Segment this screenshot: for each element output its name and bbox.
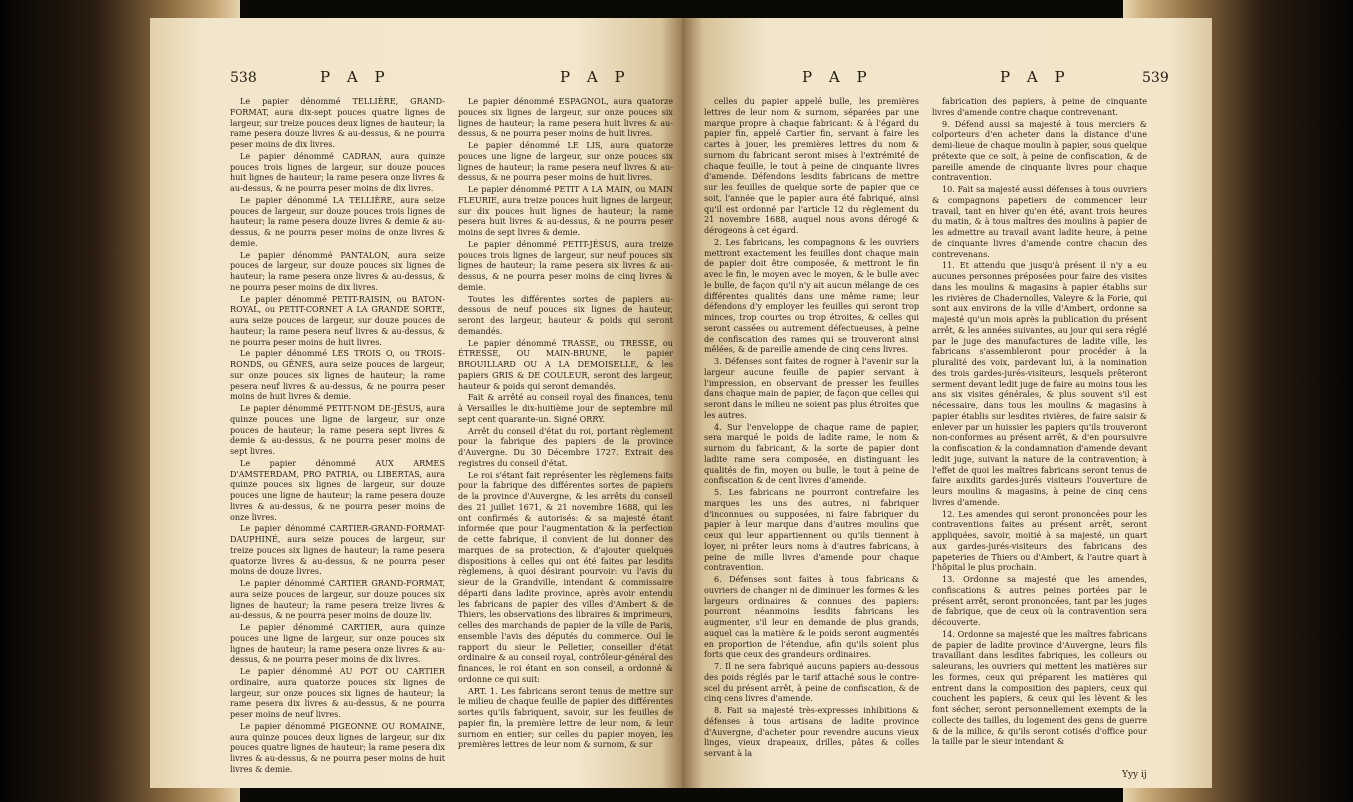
paragraph: Le papier dénommé CARTIER-GRAND-FORMAT-DAUPHINÉ, aura seize pouces de largeur, sur treize pouces six lignes de hauteur; la rame pesera quatorze livres & au-dessus, & ne pourra peser moins de douze livres. — [230, 523, 445, 577]
text-column-left — [704, 96, 919, 760]
paragraph: 12. Les amendes qui seront prononcées pour les contraventions faites au présent arrêt, seront appliquées, savoir, moitié à sa majesté, un quart aux gardes-jurés-visiteurs des fabricans des papeteries de Thiers ou d'Ambert, & l'autre quart à l'hôpital le plus prochain. — [932, 508, 1147, 573]
paragraph: 13. Ordonne sa majesté que les amendes, confiscations & autres peines portées par le présent arrêt, seront prononcées, tant par les juges de fabrique, que de ceux où la contravention sera découverte. — [932, 574, 1147, 627]
running-header: P A P — [802, 68, 873, 86]
text-column-right — [932, 96, 1147, 748]
paragraph: 6. Défenses sont faites à tous fabricans & ouvriers de changer ni de diminuer les formes & les largeurs ordinaires & connues des papiers: pourront néanmoins lesdits fabricans les augmenter, s'il leur en demande de plus grands, auquel cas la matière & le poids seront augmentés en proportion de l'étendue, afin qu'ils soient plus forts que ceux des grandeurs ordinaires. — [704, 574, 919, 660]
paragraph: Le papier dénommé TELLIÈRE, GRAND-FORMAT, aura dix-sept pouces quatre lignes de largeur, sur treize pouces deux lignes de hauteur; la rame pesera douze livres & au-dessus, & ne pourra peser moins de dix livres. — [230, 96, 445, 149]
paragraph: 8. Fait sa majesté très-expresses inhibitions & défenses à tous artisans de ladite province d'Auvergne, d'acheter pour revendre aucuns vieux linges, vieux drapeaux, drilles, pâtes & colles servant à la — [704, 705, 919, 758]
running-header: P A P — [560, 68, 631, 86]
paragraph: 2. Les fabricans, les compagnons & les ouvriers mettront exactement les feuilles dont chaque main de papier doit être composée, & mettront le fin avec le fin, le moyen avec le moyen, & le bulle avec le bulle, de façon qu'il n'y ait aucun mélange de ces différentes qualités dans une même rame; leur défendons d'y employer les feuilles qui seront trop minces, trop courtes ou trop étroites, & celles qui seront cassées ou autrement défectueuses, à peine de confiscation des rames qui se trouveront ainsi mêlées, & de pareille amende de cinq cens livres. — [704, 236, 919, 355]
paragraph: Le papier dénommé LES TROIS O, ou TROIS-RONDS, ou GÊNES, aura seize pouces de largeur, sur onze pouces six lignes de hauteur; la rame pesera neuf livres & au-dessus, & ne pourra peser moins de huit livres & demie. — [230, 348, 445, 402]
text-column-left — [230, 96, 445, 776]
paragraph: Le papier dénommé PETIT-RAISIN, ou BATON-ROYAL, ou PETIT-CORNET A LA GRANDE SORTE, aura seize pouces de largeur, sur douze pouces de hauteur; la rame pesera neuf livres & au-dessus, & ne pourra peser moins de huit livres. — [230, 293, 445, 347]
paragraph: Arrêt du conseil d'état du roi, portant règlement pour la fabrique des papiers de la province d'Auvergne. Du 30 Décembre 1727. Extrait des registres du conseil d'état. — [458, 425, 673, 468]
paragraph: ART. 1. Les fabricans seront tenus de mettre sur le milieu de chaque feuille de papier des différentes sortes qu'ils fabriquent, savoir, sur les feuilles de papier fin, la première lettre de leur nom, & leur surnom en entier; sur celles du papier moyen, les premières lettres de leur nom & surnom, & sur — [458, 685, 673, 750]
paragraph: 4. Sur l'enveloppe de chaque rame de papier, sera marqué le poids de ladite rame, le nom & surnom du fabricant, & la sorte de papier dont ladite rame sera composée, en distinguant les qualités de fin, moyen ou bulle, le tout à peine de confiscation & de cent livres d'amende. — [704, 421, 919, 486]
paragraph: Le papier dénommé PETIT-NOM DE-JÉSUS, aura quinze pouces une ligne de largeur, sur onze pouces de hauteur; la rame pesera sept livres & demie & au-dessus, & ne pourra peser moins de sept livres. — [230, 403, 445, 456]
paragraph: Le papier dénommé PETIT A LA MAIN, ou MAIN FLEURIE, aura treize pouces huit lignes de largeur, sur dix pouces huit lignes de hauteur; la rame pesera huit livres & au-dessus, & ne pourra peser moins de sept livres & demie. — [458, 184, 673, 237]
paragraph: Toutes les différentes sortes de papiers au-dessous de neuf pouces six lignes de hauteur, seront des largeur, hauteur & poids qui seront demandés. — [458, 293, 673, 336]
paragraph: Le papier dénommé ESPAGNOL, aura quatorze pouces six lignes de largeur, sur onze pouces six lignes de hauteur; la rame pesera huit livres & au-dessus, & ne pourra peser moins de huit livres. — [458, 96, 673, 139]
paragraph: fabrication des papiers, à peine de cinquante livres d'amende contre chaque contrevenant. — [932, 96, 1147, 117]
paragraph: Le papier dénommé AUX ARMES D'AMSTERDAM, PRO PATRIA, ou LIBERTAS, aura quinze pouces six lignes de largeur, sur douze pouces une ligne de hauteur; la rame pesera douze livres & au-dessus, & ne pourra peser moins de onze livres. — [230, 457, 445, 522]
paragraph: Le papier dénommé PETIT-JÉSUS, aura treize pouces trois lignes de largeur, sur neuf pouces six lignes de hauteur; la rame pesera six livres & au-dessus, & ne pourra peser moins de cinq livres & demie. — [458, 238, 673, 292]
right-page — [682, 18, 1212, 788]
paragraph: Le papier dénommé CARTIER, aura quinze pouces une ligne de largeur, sur onze pouces six lignes de hauteur; la rame pesera onze livres & au-dessus, & ne pourra peser moins de dix livres. — [230, 622, 445, 665]
paragraph: 11. Et attendu que jusqu'à présent il n'y a eu aucunes personnes préposées pour faire des visites dans les moulins & magasins à papier établis sur les rivières de Chadernolles, Valeyre & la Forie, qui sont aux environs de la ville d'Ambert, ordonne sa majesté qu'un mois après la publication du présent arrêt, & les années suivantes, au jour qui sera réglé par le juge des manufactures de ladite ville, les fabricans s'assembleront pour procéder à la pluralité des voix, pardevant lui, à la nomination des trois gardes-jurés-visiteurs, lesquels prêteront serment devant ledit juge de faire au moins tous les ans six visites générales, & plus souvent s'il est nécessaire, dans tous les moulins & magasins à papier établis sur lesdites rivières, de faire saisir & enlever par un huissier les papiers qu'ils trouveront non-conformes au présent arrêt, & d'en poursuivre la confiscation & la condamnation d'amende devant ledit juge, suivant la nature de la contravention; à l'effet de quoi les maîtres fabricans seront tenus de faire auxdits gardes-jurés visiteurs l'ouverture de leurs moulins & magasins, à peine de cinq cens livres d'amende. — [932, 260, 1147, 507]
paragraph: Le papier dénommé TRASSE, ou TRESSE, ou ÉTRESSE, OU MAIN-BRUNE, le papier BROUILLARD OU A LA DEMOISELLE, & les papiers GRIS & DE COULEUR, seront des largeur, hauteur & poids qui seront demandés. — [458, 337, 673, 391]
paragraph: 9. Défend aussi sa majesté à tous merciers & colporteurs d'en acheter dans la distance d'une demi-lieue de chaque moulin à papier, sous quelque prétexte que ce soit, à peine de confiscation, & de pareille amende de cinquante livres pour chaque contravention. — [932, 118, 1147, 183]
paragraph: Le papier dénommé CARTIER GRAND-FORMAT, aura seize pouces de largeur, sur douze pouces six lignes de hauteur; la rame pesera treize livres & au-dessus, & ne pourra peser moins de douze liv. — [230, 578, 445, 621]
paragraph: celles du papier appelé bulle, les premières lettres de leur nom & surnom, séparées par une marque propre à chaque fabricant: & à l'égard du papier fin, appelé Cartier fin, servant à faire les cartes à jouer, les premières lettres du nom & surnom du fabricant seront mises à l'extrémité de chaque feuille, le tout à peine de cinquante livres d'amende. Défendons lesdits fabricans de mettre sur les feuilles de quelque sorte de papier que ce soit, l'année que le papier aura été fabriqué, ainsi qu'il est ordonné par l'article 12 du règlement du 21 novembre 1688, auquel nous avons dérogé & dérogeons à cet égard. — [704, 96, 919, 235]
paragraph: 5. Les fabricans ne pourront contrefaire les marques les uns des autres, ni fabriquer d'inconnues ou supposées, ni faire fabriquer du papier à leur marque dans d'autres moulins que ceux qui leur appartiennent ou qu'ils tiennent à loyer, ni prêter leurs noms à d'autres fabricans, à peine de mille livres d'amende pour chaque contravention. — [704, 487, 919, 573]
page-number: 539 — [1142, 70, 1169, 86]
page-number: 538 — [230, 70, 257, 86]
paragraph: 7. Il ne sera fabriqué aucuns papiers au-dessous des poids réglés par le tarif attaché sous le contre-scel du présent arrêt, à peine de confiscation, & de cinq cens livres d'amende. — [704, 661, 919, 704]
paragraph: Le papier dénommé LE LIS, aura quatorze pouces une ligne de largeur, sur onze pouces six lignes de hauteur; la rame pesera neuf livres & au-dessus, & ne pourra peser moins de huit livres. — [458, 140, 673, 183]
paragraph: Le papier dénommé PIGEONNE OU ROMAINE, aura quinze pouces deux lignes de largeur, sur dix pouces quatre lignes de hauteur; la rame pesera dix livres & au-dessus, & ne pourra peser moins de huit livres & demie. — [230, 720, 445, 774]
left-page — [150, 18, 682, 788]
paragraph: 14. Ordonne sa majesté que les maîtres fabricans de papier de ladite province d'Auvergne, leurs fils travaillant dans lesdites fabriques, les colleurs ou saleurans, les ouvriers qui mettent les matières sur les formes, ceux qui préparent les matières qui entrent dans la composition des papiers, ceux qui couchent les papiers, & ceux qui les lèvent & les font sécher, seront personnellement exempts de la collecte des tailles, du logement des gens de guerre & de la milice, & qu'ils seront cotisés d'office pour la taille par le sieur intendant & — [932, 628, 1147, 747]
paragraph: 10. Fait sa majesté aussi défenses à tous ouvriers & compagnons papetiers de commencer leur travail, tant en hiver qu'en été, avant trois heures du matin, & à tous maîtres des moulins à papier de les admettre au travail avant ladite heure, à peine de cinquante livres d'amende contre chacun des contrevenans. — [932, 184, 1147, 259]
paragraph: Le papier dénommé AU POT OU CARTIER ordinaire, aura quatorze pouces six lignes de largeur, sur onze pouces six lignes de hauteur; la rame pesera dix livres & au-dessus, & ne pourra peser moins de neuf livres. — [230, 666, 445, 719]
running-header: P A P — [1000, 68, 1071, 86]
paragraph: Le papier dénommé CADRAN, aura quinze pouces trois lignes de largeur, sur douze pouces huit lignes de hauteur; la rame pesera onze livres & au-dessus, & ne pourra peser moins de dix livres. — [230, 150, 445, 193]
paragraph: Le papier dénommé PANTALON, aura seize pouces de largeur, sur douze pouces six lignes de hauteur; la rame pesera onze livres & au-dessus, & ne pourra peser moins de dix livres. — [230, 249, 445, 292]
paragraph: 3. Défenses sont faites de rogner à l'avenir sur la largeur aucune feuille de papier servant à l'impression, en observant de presser les feuilles dans chaque main de papier, de façon que celles qui seront dans le milieu ne soient pas plus étroites que les autres. — [704, 356, 919, 420]
paragraph: Le papier dénommé LA TELLIÈRE, aura seize pouces de largeur, sur douze pouces trois lignes de hauteur; la rame pesera douze livres & demie & au-dessus, & ne pourra peser moins de onze livres & demie. — [230, 194, 445, 248]
running-header: P A P — [320, 68, 391, 86]
signature-mark: Yyy ij — [1122, 770, 1147, 780]
text-column-right — [458, 96, 673, 751]
paragraph: Le roi s'étant fait représenter les règlemens faits pour la fabrique des différentes sortes de papiers de la province d'Auvergne, & les arrêts du conseil des 21 juillet 1671, & 21 novembre 1688, qui les ont confirmés & autorisés: & sa majesté étant informée que pour l'augmentation & la perfection de cette fabrique, il convient de lui donner des marques de sa protection, & d'ajouter quelques dispositions à celles qui ont été faites par lesdits règlemens, à quoi désirant pourvoir: vu l'avis du sieur de la Grandville, intendant & commissaire départi dans ladite province, après avoir entendu les fabricans de papier des villes d'Ambert & de Thiers, les observations des libraires & imprimeurs, celles des marchands de papier de la ville de Paris, ensemble l'avis des députés du commerce. Ouï le rapport du sieur le Pelletier, conseiller d'état ordinaire & au conseil royal, contrôleur-général des finances, le roi étant en son conseil, a ordonné & ordonne ce qui suit: — [458, 469, 673, 684]
paragraph: Fait & arrêté au conseil royal des finances, tenu à Versailles le dix-huitième jour de septembre mil sept cent quarante-un. Signé ORRY. — [458, 392, 673, 424]
